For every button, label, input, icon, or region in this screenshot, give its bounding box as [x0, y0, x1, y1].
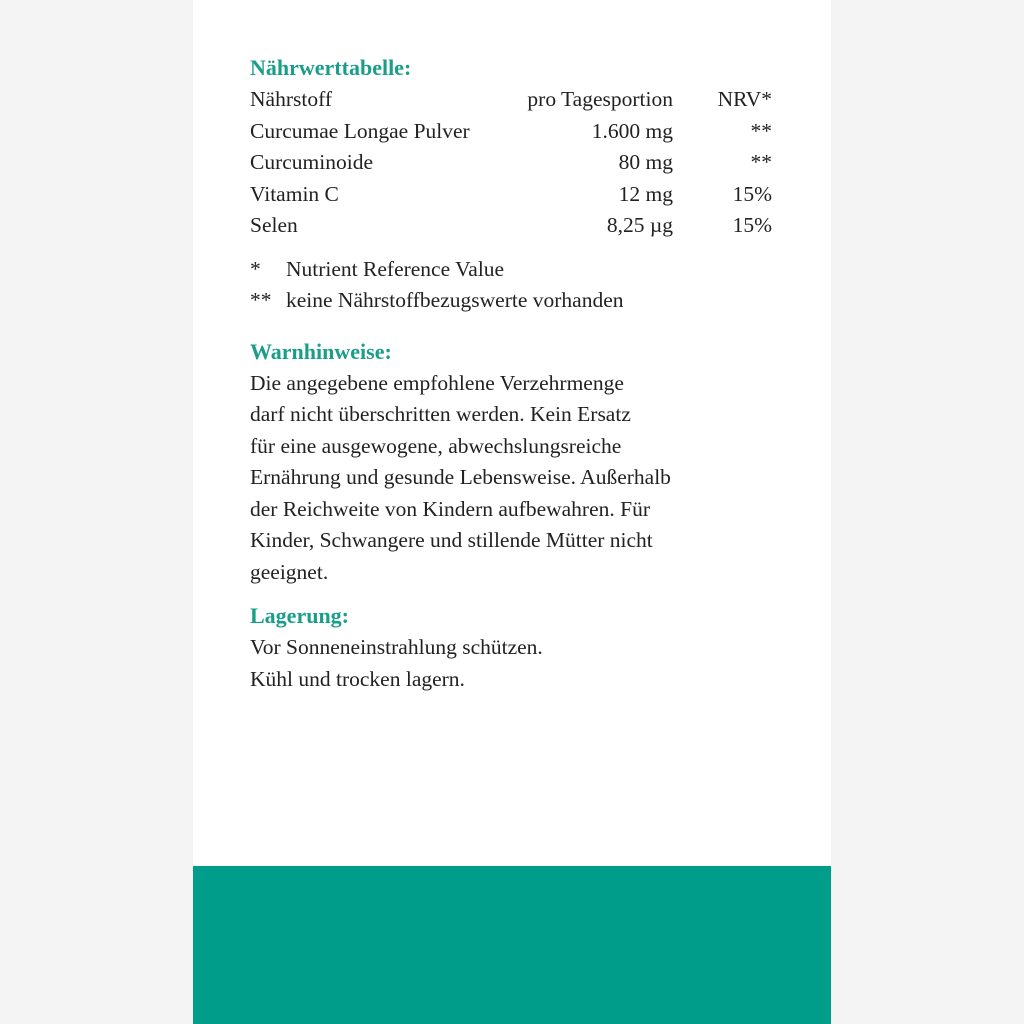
nutrient-name: Curcuminoide: [250, 150, 374, 174]
label-content: [250, 52, 790, 695]
footnote: [250, 254, 790, 286]
warnings-line: geeignet.: [250, 559, 329, 584]
storage-line: Kühl und trocken lagern.: [250, 666, 465, 691]
warnings-text: [250, 368, 750, 589]
nutrient-nrv: **: [750, 150, 772, 174]
nutrient-amount: 80 mg: [618, 150, 673, 174]
nutrition-table-header: [250, 84, 772, 116]
footnote-mark: **: [250, 288, 272, 312]
storage-section: [250, 600, 790, 695]
warnings-line: Ernährung und gesunde Lebensweise. Außerhalb: [250, 465, 671, 489]
header-nutrient: Nährstoff: [250, 87, 333, 111]
nutrition-table: [250, 84, 772, 242]
table-row: [250, 179, 772, 211]
warnings-line: für eine ausgewogene, abwechslungsreiche: [250, 433, 622, 458]
table-row: [250, 147, 772, 179]
footnote: [250, 285, 790, 317]
nutrition-heading: Nährwerttabelle:: [250, 55, 412, 80]
nutrient-nrv: 15%: [732, 181, 772, 206]
warnings-line: Kinder, Schwangere und stillende Mütter nicht: [250, 528, 653, 552]
nutrient-name: Selen: [250, 213, 298, 237]
warnings-line: darf nicht überschritten werden. Kein Ersatz: [250, 402, 631, 426]
teal-band: [193, 866, 831, 1024]
table-row: [250, 116, 772, 148]
warnings-line: der Reichweite von Kindern aufbewahren. Für: [250, 496, 650, 521]
nutrient-name: Curcumae Longae Pulver: [250, 118, 470, 143]
warnings-line: Die angegebene empfohlene Verzehrmenge: [250, 370, 624, 395]
footnote-text: keine Nährstoffbezugswerte vorhanden: [286, 288, 624, 312]
nutrient-name: Vitamin C: [250, 181, 339, 206]
nutrient-nrv: 15%: [732, 213, 772, 237]
nutrient-amount: 8,25 µg: [606, 213, 673, 237]
table-row: [250, 210, 772, 242]
footnote-text: Nutrient Reference Value: [286, 256, 505, 281]
nutrient-amount: 1.600 mg: [591, 118, 673, 143]
footnote-mark: *: [250, 256, 261, 281]
storage-heading: Lagerung:: [250, 603, 349, 628]
header-amount: pro Tagesportion: [527, 87, 673, 111]
nutrient-amount: 12 mg: [618, 181, 673, 206]
warnings-section: [250, 336, 790, 589]
nutrient-nrv: **: [750, 118, 772, 143]
header-nrv: NRV*: [717, 87, 772, 111]
warnings-heading: Warnhinweise:: [250, 338, 392, 364]
storage-line: Vor Sonneneinstrahlung schützen.: [250, 635, 543, 659]
footnotes: [250, 254, 790, 317]
